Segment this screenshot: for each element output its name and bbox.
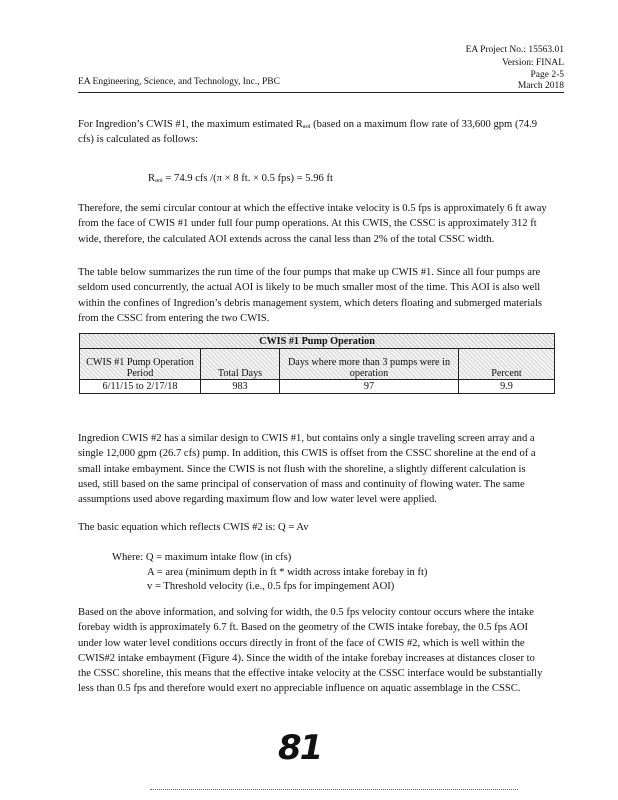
definition-a: A = area (minimum depth in ft * width across intake forebay in ft) <box>147 566 428 578</box>
table-header-days-3-pumps: Days where more than 3 pumps were in operation <box>280 349 459 380</box>
table-header-period: CWIS #1 Pump Operation Period <box>80 349 201 380</box>
table-row <box>80 380 555 394</box>
definition-q: Where: Q = maximum intake flow (in cfs) <box>112 552 292 563</box>
paragraph-2: Therefore, the semi circular contour at which the effective intake velocity is 0.5 fps is approximately 6 ft away from the face of CWIS #1 under full four pump operations. At this CWIS, the CSSC is approximately 312 ft wide, therefore, the calculated AOI extends across the canal less than 2% of the total CSSC width. <box>78 203 547 245</box>
pump-operation-table <box>79 333 555 394</box>
equation-definitions <box>112 551 427 595</box>
table-title: CWIS #1 Pump Operation <box>80 334 555 349</box>
paragraph-5: The basic equation which reflects CWIS #2 is: Q = Av <box>78 522 309 533</box>
equation-raoi: Rₐₒᵢ = 74.9 cfs /(π × 8 ft. × 0.5 fps) = 5.96 ft <box>148 173 333 184</box>
table-cell-days-3-pumps: 97 <box>280 380 459 394</box>
header-company: EA Engineering, Science, and Technology, Inc., PBC <box>78 77 280 87</box>
header-page: Page 2-5 <box>530 70 564 80</box>
table-cell-total-days: 983 <box>201 380 280 394</box>
handwritten-page-number: 81 <box>278 728 322 768</box>
paragraph-1: For Ingredion’s CWIS #1, the maximum estimated Rₐₒᵢ (based on a maximum flow rate of 33,600 gpm (74.9 cfs) is calculated as follows: <box>78 119 538 146</box>
paragraph-4: Ingredion CWIS #2 has a similar design to CWIS #1, but contains only a single traveling screen array and a single 12,000 gpm (26.7 cfs) pump. In addition, this CWIS is offset from the CSSC shoreline at the end of a small intake embayment. Since the CWIS is not flush with the shoreline, a slightly different calculation is used, still based on the same principal of conservation of mass and continuity of flowing water. The same assumptions used above regarding maximum flow and low water level were applied. <box>78 433 536 506</box>
paragraph-6: Based on the above information, and solving for width, the 0.5 fps velocity contour occurs where the intake forebay width is approximately 6.7 ft. Based on the geometry of the CWIS intake forebay, the 0.5 fps AOI under low water level conditions occurs directly in front of the face of CWIS #2, which is well within the CWIS#2 intake embayment (Figure 4). Since the width of the intake forebay increases at distances closer to the CSSC shoreline, this means that the effective intake velocity at the CSSC interface would be substantially less than 0.5 fps and therefore would exert no appreciable influence on aquatic assemblage in the CSSC. <box>78 607 543 695</box>
header-date: March 2018 <box>517 81 564 91</box>
table-cell-percent: 9.9 <box>459 380 555 394</box>
paragraph-3: The table below summarizes the run time of the four pumps that make up CWIS #1. Since all four pumps are seldom used concurrently, the actual AOI is likely to be much smaller most of the time. This AOI is also well within the confines of Ingredion’s debris management system, which deters floating and submerged materials from the CSSC from entering the two CWIS. <box>78 267 543 324</box>
header-project: EA Project No.: 15563.01 <box>465 45 564 55</box>
header-version: Version: FINAL <box>501 58 564 68</box>
table-header-percent: Percent <box>459 349 555 380</box>
table-cell-period: 6/11/15 to 2/17/18 <box>80 380 201 394</box>
footer-line <box>150 789 518 790</box>
definition-v: v = Threshold velocity (i.e., 0.5 fps for impingement AOI) <box>147 581 395 592</box>
header-rule <box>78 92 564 93</box>
table-header-total-days: Total Days <box>201 349 280 380</box>
